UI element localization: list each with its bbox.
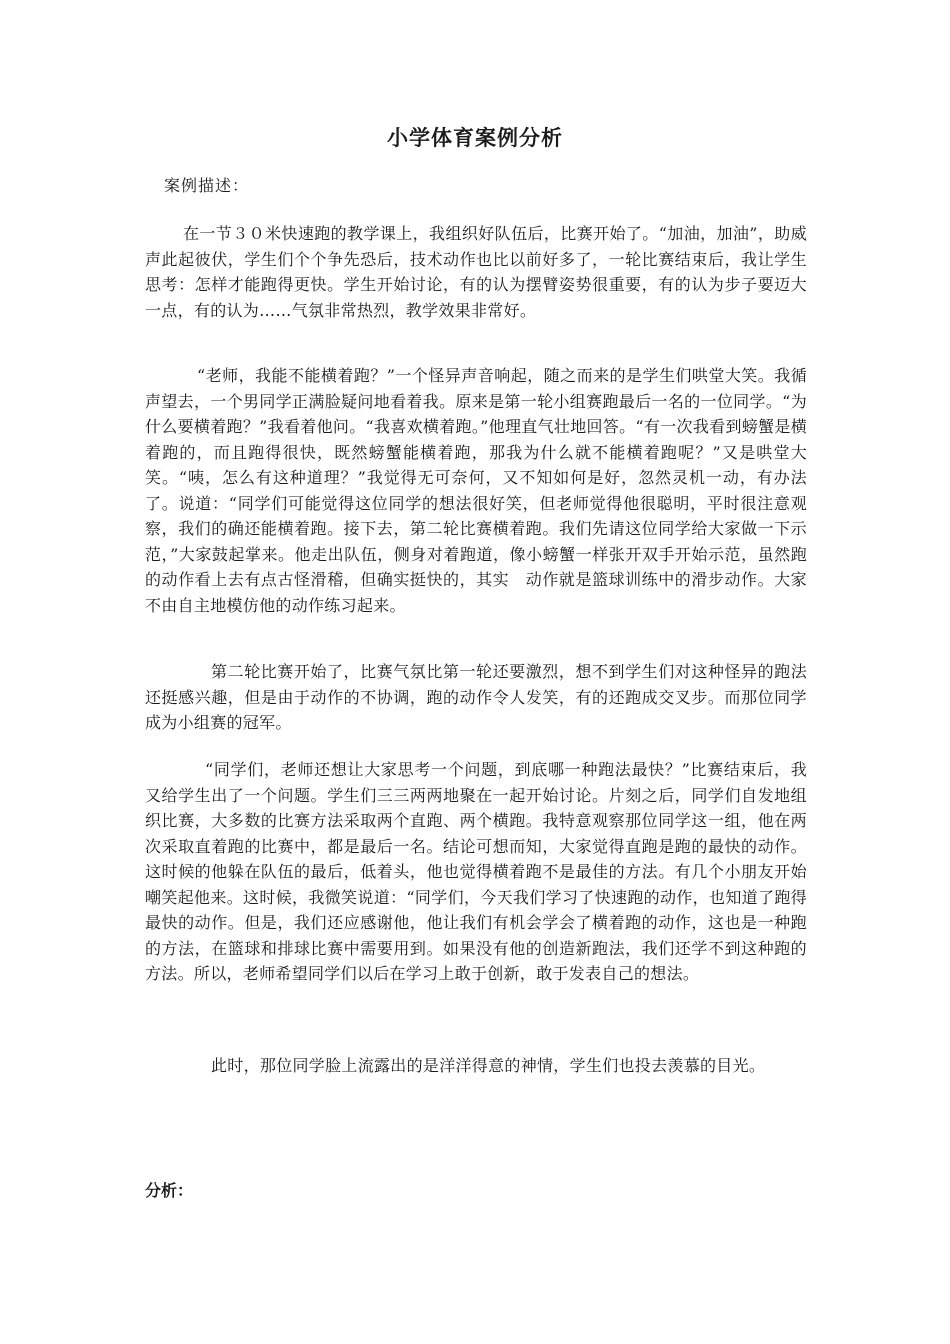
section-label: 案例描述： [164, 176, 250, 195]
analysis-heading: 分析： [145, 1181, 194, 1200]
paragraph-1: 在一节３０米快速跑的教学课上，我组织好队伍后，比赛开始了。“加油，加油”，助威声此起彼伏，学生们个个争先恐后，技术动作也比以前好多了，一轮比赛结束后，我让学生思考：怎样才能跑得更快。学生开始讨论，有的认为摆臂姿势很重要，有的认为步子要迈大一点，有的认为……气氛非常热烈，教学效果非常好。 [145, 224, 807, 320]
paragraph-2: “老师，我能不能横着跑？”一个怪异声音响起，随之而来的是学生们哄堂大笑。我循声望去，一个男同学正满脸疑问地看着我。原来是第一轮小组赛跑最后一名的一位同学。“为什么要横着跑？”我看着他问。“我喜欢横着跑。”他理直气壮地回答。“有一次我看到螃蟹是横着跑的，而且跑得很快，既然螃蟹能横着跑，那我为什么就不能横着跑呢？”又是哄堂大笑。“咦，怎么有这种道理？”我觉得无可奈何，又不知如何是好，忽然灵机一动，有办法了。说道：“同学们可能觉得这位同学的想法很好笑，但老师觉得他很聪明，平时很注意观察，我们的确还能横着跑。接下去，第二轮比赛横着跑。我们先请这位同学给大家做一下示范，”大家鼓起掌来。他走出队伍，侧身对着跑道，像小螃蟹一样张开双手开始示范，虽然跑的动作看上去有点古怪滑稽，但确实挺快的，其实 动作就是篮球训练中的滑步动作。大家不由自主地模仿他的动作练习起来。 [145, 366, 807, 615]
paragraph-4: “同学们，老师还想让大家思考一个问题，到底哪一种跑法最快？”比赛结束后，我又给学生出了一个问题。学生们三三两两地聚在一起开始讨论。片刻之后，同学们自发地组织比赛，大多数的比赛方法采取两个直跑、两个横跑。我特意观察那位同学这一组，他在两次采取直着跑的比赛中，都是最后一名。结论可想而知，大家觉得直跑是跑的最快的动作。这时候的他躲在队伍的最后，低着头，他也觉得横着跑不是最佳的方法。有几个小朋友开始嘲笑起他来。这时候，我微笑说道：“同学们，今天我们学习了快速跑的动作，也知道了跑得最快的动作。但是，我们还应感谢他，他让我们有机会学会了横着跑的动作，这也是一种跑的方法，在篮球和排球比赛中需要用到。如果没有他的创造新跑法，我们还学不到这种跑的方法。所以，老师希望同学们以后在学习上敢于创新，敢于发表自己的想法。 [145, 760, 807, 983]
paragraph-5: 此时，那位同学脸上流露出的是洋洋得意的神情，学生们也投去羡慕的目光。 [211, 1056, 766, 1075]
paragraph-3: 第二轮比赛开始了，比赛气氛比第一轮还要激烈，想不到学生们对这种怪异的跑法还挺感兴趣，但是由于动作的不协调，跑的动作令人发笑，有的还跑成交叉步。而那位同学成为小组赛的冠军。 [145, 662, 807, 732]
page-title: 小学体育案例分析 [387, 125, 563, 150]
